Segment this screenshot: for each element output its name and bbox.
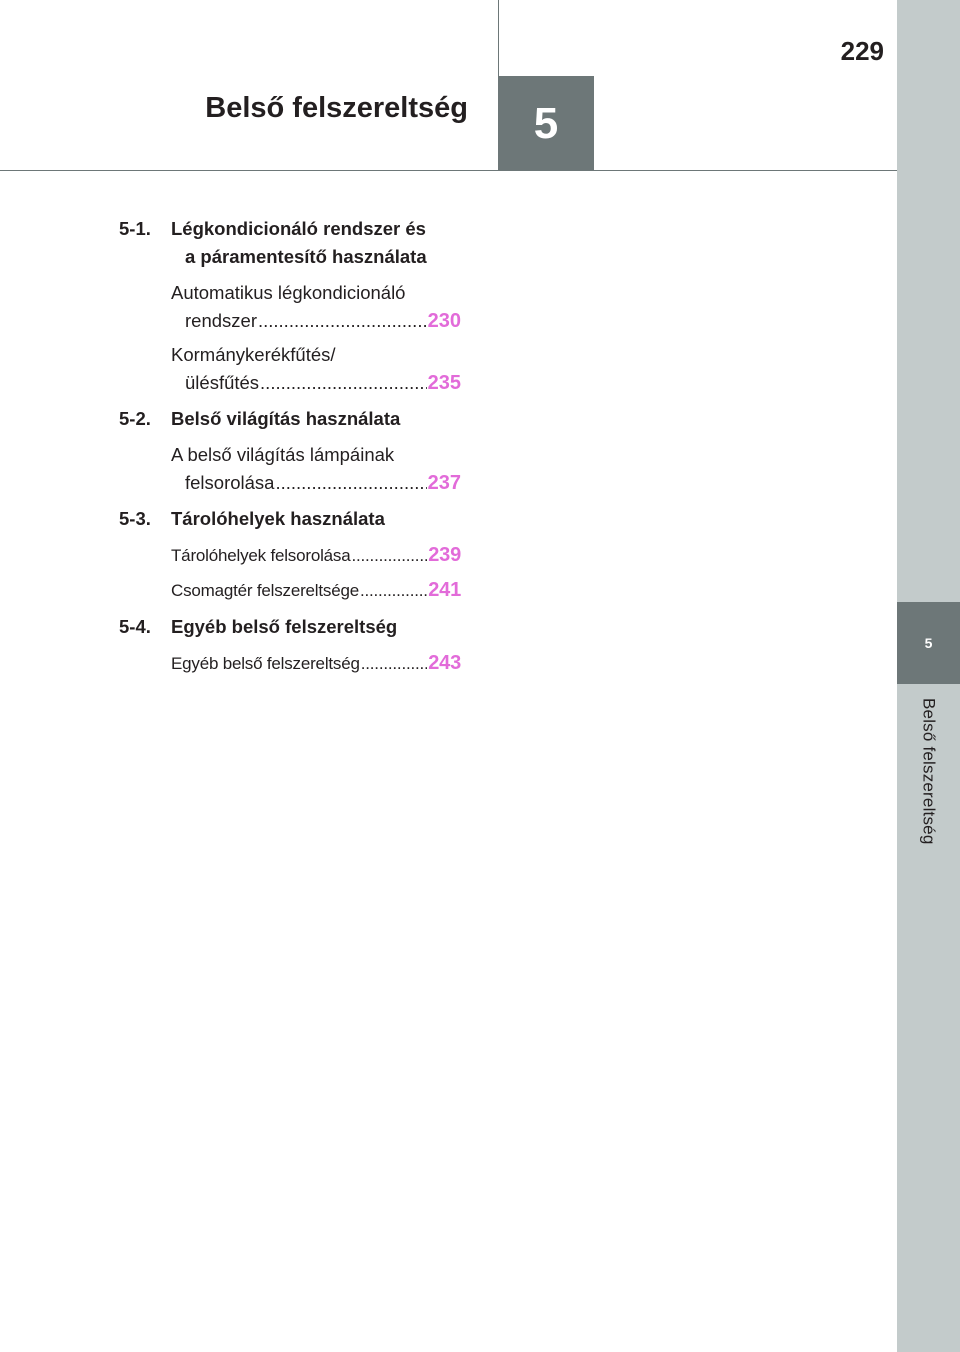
toc-entry[interactable]: [171, 576, 461, 605]
entry-text: felsorolása: [185, 472, 275, 493]
chapter-number: 5: [533, 98, 559, 148]
entry-text: Kormánykerékfűtés/: [171, 344, 336, 365]
dot-leader: [360, 577, 427, 605]
entry-text: A belső világítás lámpáinak: [171, 444, 395, 465]
chapter-number-box: [498, 76, 594, 171]
header-divider-vertical: [498, 0, 499, 76]
section-number: 5-2.: [119, 408, 151, 429]
entry-page-link[interactable]: 241: [428, 579, 461, 601]
dot-leader: [351, 542, 427, 570]
section-number: 5-3.: [119, 508, 151, 529]
side-chapter-label: [897, 698, 960, 898]
toc-entry[interactable]: [171, 279, 461, 335]
header-divider: [0, 170, 897, 171]
toc-section-5-2: [119, 405, 461, 497]
entry-page-link[interactable]: 239: [428, 544, 461, 566]
entry-text: rendszer: [185, 310, 257, 331]
toc-section-5-3: [119, 505, 461, 605]
section-number: 5-1.: [119, 218, 151, 239]
section-heading[interactable]: [119, 405, 461, 433]
section-heading[interactable]: [119, 505, 461, 533]
dot-leader: [361, 650, 427, 678]
section-title: Egyéb belső felszereltség: [171, 616, 398, 637]
entry-text: Csomagtér felszereltsége: [171, 581, 359, 600]
section-heading[interactable]: [119, 613, 461, 641]
side-chapter-number: 5: [924, 635, 933, 651]
toc-section-5-1: [119, 215, 461, 397]
page-number: 229: [840, 36, 884, 66]
chapter-title: Belső felszereltség: [205, 92, 468, 124]
entry-page-link[interactable]: 243: [428, 652, 461, 674]
entry-page-link[interactable]: 230: [427, 310, 461, 332]
entry-text: Automatikus légkondicionáló: [171, 282, 406, 303]
dot-leader: [260, 369, 427, 397]
section-title: [171, 215, 461, 271]
dot-leader: [275, 469, 426, 497]
entry-page-link[interactable]: 235: [427, 372, 461, 394]
entry-text: Egyéb belső felszereltség: [171, 654, 360, 673]
section-heading[interactable]: [119, 215, 461, 271]
entry-text: Tárolóhelyek felsorolása: [171, 546, 351, 565]
section-title-line: a páramentesítő használata: [185, 246, 427, 267]
section-number: 5-4.: [119, 616, 151, 637]
section-title: Belső világítás használata: [171, 408, 401, 429]
side-chapter-tab[interactable]: [897, 602, 960, 684]
toc-entry[interactable]: [171, 541, 461, 570]
table-of-contents: [119, 215, 461, 686]
toc-entry[interactable]: [171, 341, 461, 397]
toc-entry[interactable]: [171, 649, 461, 678]
section-title-line: Légkondicionáló rendszer és: [171, 218, 426, 239]
section-title: Tárolóhelyek használata: [171, 508, 385, 529]
side-chapter-label-text: Belső felszereltség: [919, 698, 939, 845]
entry-text: ülésfűtés: [185, 372, 260, 393]
toc-entry[interactable]: [171, 441, 461, 497]
entry-page-link[interactable]: 237: [427, 472, 461, 494]
toc-section-5-4: [119, 613, 461, 678]
dot-leader: [258, 307, 427, 335]
